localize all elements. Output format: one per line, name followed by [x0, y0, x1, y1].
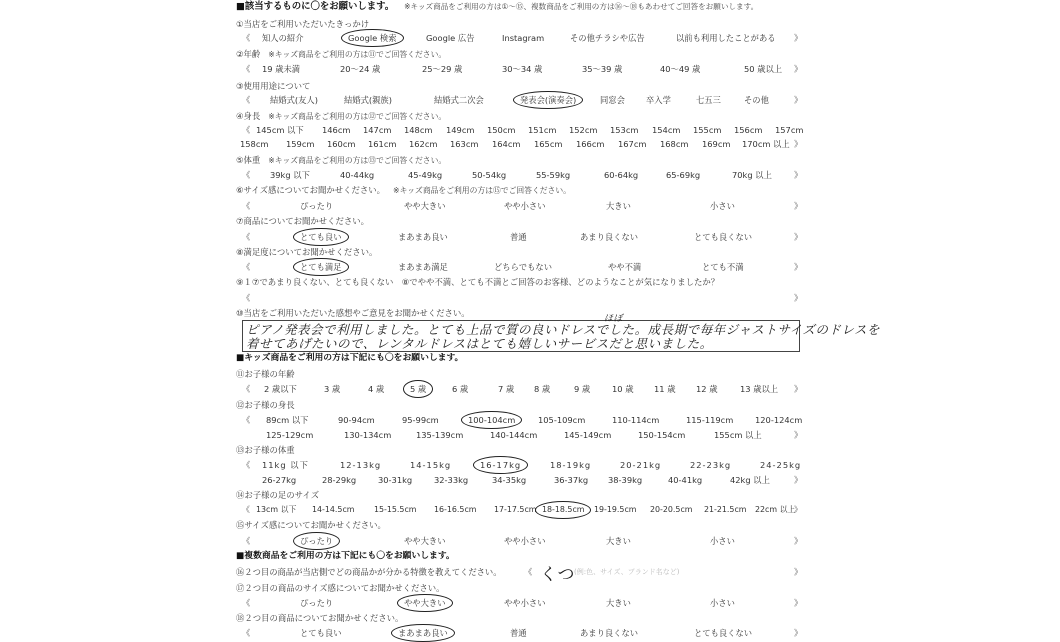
q12-option[interactable]: 90-94cm [338, 415, 375, 425]
q18-label: ⑱２つ目の商品についてお聞かせください。 [236, 613, 404, 623]
form-title-note: ※キッズ商品をご利用の方は①〜⑮、複数商品をご利用の方は⑯〜⑱もあわせてご回答をお願いします。 [404, 2, 759, 11]
q18-option-selected[interactable]: まあまあ良い [398, 628, 448, 638]
q14-option[interactable]: 17-17.5cm [494, 505, 537, 514]
q12-option[interactable]: 89cm 以下 [266, 415, 309, 425]
q12-option[interactable]: 115-119cm [686, 415, 734, 425]
q2-option-5[interactable]: 40〜49 歳 [660, 64, 701, 74]
q1-options [236, 32, 806, 44]
q13-options-row2 [236, 474, 806, 486]
q6-option[interactable]: ぴったり [300, 201, 334, 211]
q17-option[interactable]: 大きい [606, 598, 631, 608]
q10-label: ⑩当店をご利用いただいた感想やご意見をお聞かせください。 [236, 308, 470, 318]
q2-option-3[interactable]: 30〜34 歳 [502, 64, 543, 74]
bracket-open: 《 [242, 628, 251, 638]
q4-option[interactable]: 155cm [693, 125, 722, 135]
q17-option[interactable]: ぴったり [300, 598, 334, 608]
q4-option[interactable]: 169cm [702, 139, 731, 149]
q2-options [236, 63, 806, 75]
q1-option-2[interactable]: Google 広告 [426, 33, 475, 43]
q18-option[interactable]: とても良くない [694, 628, 753, 638]
q11-options [236, 383, 806, 395]
q3-options [236, 94, 806, 106]
q12-option[interactable]: 145-149cm [564, 430, 612, 440]
q5-option[interactable]: 45-49kg [408, 170, 443, 180]
q11-option[interactable]: 7 歳 [498, 384, 515, 394]
q7-options [236, 231, 806, 243]
q6-label [236, 184, 806, 197]
bracket-close: 》 [794, 384, 803, 394]
q14-label: ⑭お子様の足のサイズ [236, 490, 320, 500]
q14-option[interactable]: 16-16.5cm [434, 505, 477, 514]
q4-option[interactable]: 162cm [409, 139, 438, 149]
q11-option-selected[interactable]: 5 歳 [410, 384, 427, 394]
q14-option[interactable]: 20-20.5cm [650, 505, 693, 514]
bracket-close: 》 [794, 170, 803, 180]
q11-option[interactable]: 9 歳 [574, 384, 591, 394]
bracket-open: 《 [242, 460, 252, 470]
q12-option[interactable]: 125-129cm [266, 430, 314, 440]
q13-option[interactable]: 36-37kg [554, 475, 589, 485]
q13-option[interactable]: 34-35kg [492, 475, 527, 485]
q17-option-selected[interactable]: やや大きい [404, 598, 446, 608]
bracket-open: 《 [242, 125, 251, 135]
q18-option[interactable]: あまり良くない [580, 628, 639, 638]
q12-label: ⑫お子様の身長 [236, 400, 295, 410]
q6-option[interactable]: やや小さい [504, 201, 546, 211]
q14-option[interactable]: 19-19.5cm [594, 505, 637, 514]
q12-option[interactable]: 105-109cm [538, 415, 586, 425]
bracket-close: 》 [794, 505, 802, 514]
q13-option[interactable]: 40-41kg [668, 475, 703, 485]
q13-option[interactable]: 38-39kg [608, 475, 643, 485]
q6-option[interactable]: やや大きい [404, 201, 446, 211]
q9-answer-row [236, 292, 806, 304]
q16-row [236, 566, 806, 578]
q3-option-6[interactable]: 七五三 [696, 95, 721, 105]
form-title [236, 1, 806, 13]
q18-option[interactable]: 普通 [510, 628, 527, 638]
q10-handwritten-line1: ピアノ発表会で利用しました。とても上品で質の良いドレスでした。成長期で毎年ジャストサイズのドレスを [246, 322, 881, 337]
q4-option[interactable]: 151cm [528, 125, 557, 135]
q2-note: ※キッズ商品をご利用の方は⑪でご回答ください。 [268, 50, 447, 59]
q17-options [236, 597, 806, 609]
q9-label: ⑨１⑦であまり良くない、とても良くない ⑧でやや不満、とても不満とご回答のお客様、どのようなことが気になりましたか？ [236, 277, 720, 287]
q11-label: ⑪お子様の年齢 [236, 369, 295, 379]
bracket-close: 》 [794, 567, 803, 577]
q12-option[interactable]: 130-134cm [344, 430, 392, 440]
bracket-open: 《 [242, 384, 251, 394]
q15-options [236, 535, 806, 547]
q5-option[interactable]: 55-59kg [536, 170, 571, 180]
q8-label: ⑧満足度についてお聞かせください。 [236, 247, 378, 257]
q14-option-selected[interactable]: 18-18.5cm [542, 505, 585, 514]
q4-option[interactable]: 149cm [446, 125, 475, 135]
q4-option[interactable]: 164cm [492, 139, 521, 149]
bracket-open: 《 [242, 170, 251, 180]
q4-option[interactable]: 145cm 以下 [256, 125, 304, 135]
q13-option[interactable]: 12-13kg [340, 460, 382, 470]
q16-placeholder-hint: (例:色、サイズ、ブランド名など) [574, 568, 680, 576]
q13-option[interactable]: 11kg 以下 [262, 460, 309, 470]
q11-option[interactable]: 10 歳 [612, 384, 634, 394]
q11-option[interactable]: 11 歳 [654, 384, 676, 394]
q3-label: ③使用用途について [236, 81, 311, 91]
q3-option-0[interactable]: 結婚式(友人) [270, 95, 318, 105]
form-title-text: ■該当するものに〇をお願いします。 [236, 1, 395, 12]
q11-option[interactable]: 13 歳以上 [740, 384, 779, 394]
q4-option[interactable]: 157cm [775, 125, 804, 135]
q4-option[interactable]: 156cm [734, 125, 763, 135]
q6-label-text: ⑥サイズ感についてお聞かせください。 [236, 185, 386, 195]
q11-option[interactable]: 4 歳 [368, 384, 385, 394]
q1-option-4[interactable]: その他チラシや広告 [570, 33, 645, 43]
q11-option[interactable]: 3 歳 [324, 384, 341, 394]
bracket-close: 》 [794, 201, 803, 211]
q2-label [236, 48, 806, 61]
q18-options [236, 627, 806, 639]
q13-option-selected[interactable]: 16-17kg [480, 460, 522, 470]
q4-note: ※キッズ商品をご利用の方は⑫でご回答ください。 [268, 112, 447, 121]
q4-option[interactable]: 163cm [450, 139, 479, 149]
q8-option-0-selected[interactable]: とても満足 [300, 262, 342, 272]
bracket-open: 《 [242, 598, 251, 608]
q18-option[interactable]: とても良い [300, 628, 342, 638]
bracket-open: 《 [242, 505, 250, 514]
kids-section-title: ■キッズ商品をご利用の方は下記にも〇をお願いします。 [236, 353, 464, 363]
q13-option[interactable]: 14-15kg [410, 460, 452, 470]
q13-option[interactable]: 28-29kg [322, 475, 357, 485]
q14-option[interactable]: 15-15.5cm [374, 505, 417, 514]
q8-option[interactable]: とても不満 [702, 262, 744, 272]
q12-option[interactable]: 155cm 以上 [714, 430, 762, 440]
q4-option[interactable]: 161cm [368, 139, 397, 149]
q13-option[interactable]: 32-33kg [434, 475, 469, 485]
q10-handwritten-annotation: ほぼ [604, 314, 624, 324]
q3-option-2[interactable]: 結婚式二次会 [434, 95, 484, 105]
q5-option[interactable]: 70kg 以上 [732, 170, 772, 180]
q11-option[interactable]: 8 歳 [534, 384, 551, 394]
q2-option-4[interactable]: 35〜39 歳 [582, 64, 623, 74]
q17-option[interactable]: 小さい [710, 598, 735, 608]
q4-option[interactable]: 146cm [322, 125, 351, 135]
q12-options-row2 [236, 429, 806, 441]
bracket-close: 》 [794, 262, 803, 272]
bracket-close: 》 [794, 95, 803, 105]
q14-option[interactable]: 14-14.5cm [312, 505, 355, 514]
bracket-open: 《 [524, 567, 533, 577]
q3-option-4[interactable]: 同窓会 [600, 95, 625, 105]
bracket-close: 》 [794, 293, 803, 303]
q7-option-0-selected[interactable]: とても良い [300, 232, 342, 242]
bracket-close: 》 [794, 598, 803, 608]
q2-option-2[interactable]: 25〜29 歳 [422, 64, 463, 74]
q17-option[interactable]: やや小さい [504, 598, 546, 608]
q6-option[interactable]: 大きい [606, 201, 631, 211]
q15-option[interactable]: やや大きい [404, 536, 446, 546]
q8-option[interactable]: やや不満 [608, 262, 642, 272]
q4-option[interactable]: 160cm [327, 139, 356, 149]
bracket-close: 》 [794, 33, 803, 43]
bracket-open: 《 [242, 232, 251, 242]
q4-option[interactable]: 150cm [487, 125, 516, 135]
q1-option-5[interactable]: 以前も利用したことがある [676, 33, 776, 43]
q15-option[interactable]: やや小さい [504, 536, 546, 546]
q5-option[interactable]: 40-44kg [340, 170, 375, 180]
q4-option[interactable]: 159cm [286, 139, 315, 149]
bracket-close: 》 [794, 232, 803, 242]
q4-option[interactable]: 168cm [660, 139, 689, 149]
q13-option[interactable]: 42kg 以上 [730, 475, 770, 485]
q3-option-5[interactable]: 卒入学 [646, 95, 671, 105]
bracket-open: 《 [242, 293, 251, 303]
q7-option[interactable]: あまり良くない [580, 232, 639, 242]
q4-option[interactable]: 154cm [652, 125, 681, 135]
q4-option[interactable]: 167cm [618, 139, 647, 149]
q13-option[interactable]: 26-27kg [262, 475, 297, 485]
q5-option[interactable]: 65-69kg [666, 170, 701, 180]
q5-options [236, 169, 806, 181]
q12-option-selected[interactable]: 100-104cm [468, 415, 516, 425]
bracket-close: 》 [794, 139, 803, 149]
q4-option[interactable]: 166cm [576, 139, 605, 149]
q12-option[interactable]: 110-114cm [612, 415, 660, 425]
q3-option-1[interactable]: 結婚式(親族) [344, 95, 392, 105]
q14-option[interactable]: 22cm 以上 [755, 505, 796, 514]
bracket-open: 《 [242, 536, 251, 546]
q8-option[interactable]: どちらでもない [494, 262, 552, 272]
q13-label: ⑬お子様の体重 [236, 445, 295, 455]
q12-option[interactable]: 120-124cm [755, 415, 803, 425]
q17-label: ⑰２つ目の商品のサイズ感についてお聞かせください。 [236, 583, 445, 593]
q4-options-row2 [236, 138, 806, 150]
bracket-open: 《 [242, 415, 251, 425]
q5-option[interactable]: 50-54kg [472, 170, 507, 180]
bracket-close: 》 [794, 536, 803, 546]
q5-label-text: ⑤体重 [236, 155, 261, 165]
q4-option[interactable]: 170cm 以上 [742, 139, 790, 149]
bracket-close: 》 [794, 64, 803, 74]
q12-option[interactable]: 150-154cm [638, 430, 686, 440]
q5-note: ※キッズ商品をご利用の方は⑬でご回答ください。 [268, 156, 447, 165]
q8-options [236, 261, 806, 273]
q14-option[interactable]: 13cm 以下 [256, 505, 297, 514]
q4-option[interactable]: 165cm [534, 139, 563, 149]
q1-option-1-selected[interactable]: Google 検索 [348, 33, 397, 43]
q11-option[interactable]: 6 歳 [452, 384, 469, 394]
q2-option-0[interactable]: 19 歳未満 [262, 64, 301, 74]
q3-option-3-selected[interactable]: 発表会(演奏会) [520, 95, 577, 105]
q11-option[interactable]: 12 歳 [696, 384, 718, 394]
q5-option[interactable]: 39kg 以下 [270, 170, 310, 180]
multi-section-title: ■複数商品をご利用の方は下記にも〇をお願いします。 [236, 551, 455, 561]
q4-label [236, 110, 806, 123]
q2-label-text: ②年齢 [236, 49, 261, 59]
bracket-open: 《 [242, 262, 251, 272]
q13-option[interactable]: 22-23kg [690, 460, 732, 470]
q10-handwritten-line2: 着せてあげたいので、レンタルドレスはとても嬉しいサービスだと思いました。 [246, 336, 713, 351]
q15-label: ⑮サイズ感についてお聞かせください。 [236, 520, 386, 530]
q13-option[interactable]: 24-25kg [760, 460, 802, 470]
q4-option[interactable]: 147cm [363, 125, 392, 135]
bracket-close: 》 [794, 430, 803, 440]
q12-option[interactable]: 135-139cm [416, 430, 464, 440]
q7-option[interactable]: まあまあ良い [398, 232, 448, 242]
q13-options-row1 [236, 459, 806, 471]
q16-label: ⑯２つ目の商品が当店側でどの商品かが分かる特徴を教えてください。 [236, 567, 502, 577]
q1-option-3[interactable]: Instagram [502, 33, 545, 43]
q12-options-row1 [236, 414, 806, 426]
q5-label [236, 154, 806, 167]
bracket-open: 《 [242, 64, 251, 74]
bracket-open: 《 [242, 95, 251, 105]
q7-label: ⑦商品についてお聞かせください。 [236, 216, 369, 226]
q13-option[interactable]: 20-21kg [620, 460, 662, 470]
q4-option[interactable]: 152cm [569, 125, 598, 135]
bracket-open: 《 [242, 201, 251, 211]
q13-option[interactable]: 30-31kg [378, 475, 413, 485]
q6-option[interactable]: 小さい [710, 201, 735, 211]
q7-option[interactable]: 普通 [510, 232, 527, 242]
q4-label-text: ④身長 [236, 111, 261, 121]
bracket-open: 《 [242, 33, 251, 43]
q4-option[interactable]: 148cm [404, 125, 433, 135]
q4-options-row1 [236, 124, 806, 136]
q14-option[interactable]: 21-21.5cm [704, 505, 747, 514]
q15-option-selected[interactable]: ぴったり [300, 536, 334, 546]
q12-option[interactable]: 95-99cm [402, 415, 439, 425]
q8-option[interactable]: まあまあ満足 [398, 262, 448, 272]
q7-option[interactable]: とても良くない [694, 232, 753, 242]
q16-handwritten-answer: くつ [540, 565, 575, 585]
q4-option[interactable]: 158cm [240, 139, 269, 149]
q3-option-7[interactable]: その他 [744, 95, 769, 105]
q2-option-1[interactable]: 20〜24 歳 [340, 64, 381, 74]
bracket-close: 》 [794, 475, 803, 485]
bracket-close: 》 [794, 628, 803, 638]
q1-option-0[interactable]: 知人の紹介 [262, 33, 304, 43]
q14-options [236, 504, 806, 516]
q6-note: ※キッズ商品をご利用の方は⑮でご回答ください。 [393, 186, 571, 195]
q4-option[interactable]: 153cm [610, 125, 639, 135]
q15-option[interactable]: 大きい [606, 536, 631, 546]
q11-option[interactable]: 2 歳以下 [264, 384, 297, 394]
q2-option-6[interactable]: 50 歳以上 [744, 64, 783, 74]
q13-option[interactable]: 18-19kg [550, 460, 592, 470]
q6-options [236, 200, 806, 212]
q1-label: ①当店をご利用いただいたきっかけ [236, 19, 370, 29]
q12-option[interactable]: 140-144cm [490, 430, 538, 440]
q5-option[interactable]: 60-64kg [604, 170, 639, 180]
q15-option[interactable]: 小さい [710, 536, 735, 546]
